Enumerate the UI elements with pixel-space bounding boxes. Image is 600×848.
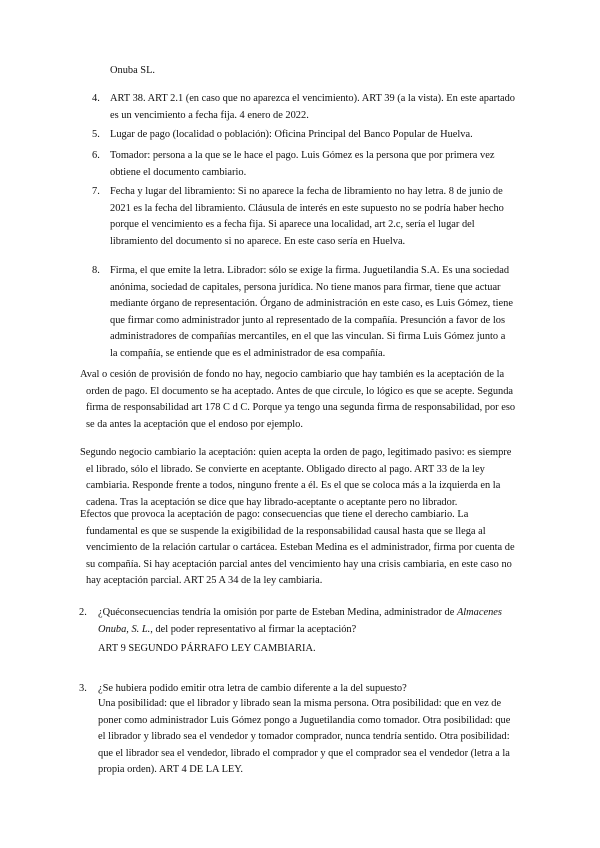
list-number: 7. — [92, 186, 100, 197]
question-text-part: , del poder representativo al firmar la aceptación? — [150, 623, 357, 635]
list-number: 5. — [92, 129, 100, 140]
question-text: ¿Se hubiera podido emitir otra letra de cambio diferente a la del supuesto? — [98, 683, 407, 694]
list-item: Firma, el que emite la letra. Librador: sólo se exige la firma. Juguetilandia S.A. Es una sociedad anónima, sociedad de capitales, persona jurídica. No tiene manos para firmar, tiene que actuar mediante órgano de representación. Órgano de administración en este caso, es Luis Gómez, tiene que firmar como administrador junto al representado de la compañía. Presunción a favor de los administradores de compañías mercantiles, en el que las vinculan. Si firma Luis Gómez junto a la compañía, se entiende que es el administrador de esa compañía. — [110, 265, 513, 359]
list-number: 8. — [92, 265, 100, 276]
list-item: Fecha y lugar del libramiento: Si no aparece la fecha de libramiento no hay letra. 8 de junio de 2021 es la fecha del libramiento. Cláusula de interés en este supuesto no se podría haber hecho porque el vencimiento es a fecha fija. Si aparece una localidad, art 2.c, sería el lugar del libramiento del documento si no aparece. En este caso sería en Huelva. — [110, 186, 504, 247]
aval-paragraph: Aval o cesión de provisión de fondo no hay, negocio cambiario que hay también es la aceptación de la orden de pago. El documento se ha aceptado. Antes de que circule, lo lógico es que se acepte. Segunda firma de responsabilidad art 178 C d C. Porque ya tengo una segunda firma de responsabilidad, por eso se da antes la aceptación que el endoso por ejemplo. — [80, 369, 516, 430]
company-name-italic: Almacenes Onuba, S. L. — [98, 607, 502, 635]
question-text-part: ¿Quéconsecuencias tendría la omisión por parte de Esteban Medina, administrador de — [98, 607, 457, 618]
question-text — [98, 605, 518, 638]
question-number: 2. — [79, 607, 87, 618]
efectos-paragraph: Efectos que provoca la aceptación de pago: consecuencias que tiene el derecho cambiario. La fundamental es que se suspende la exigibilidad de la responsabilidad causal hasta que se llega al vencimiento de la relación cartular o cartácea. Esteban Medina es el administrador, firma por cuenta de su compañía. Si hay aceptación parcial antes del vencimiento hay una crisis cambiaria, en este caso no hay aceptación parcial. ART 25 A 34 de la ley cambiaria. — [80, 509, 515, 587]
list-item: Lugar de pago (localidad o población): Oficina Principal del Banco Popular de Huelva. — [110, 129, 473, 140]
list-number: 6. — [92, 150, 100, 161]
answer-text: Una posibilidad: que el librador y librado sean la misma persona. Otra posibilidad: que en vez de poner como administrador Luis Gómez pongo a Juguetilandia como tomador. Otra posibilidad: que el librador y librado sea el vendedor y tomador comprador, nunca tendría sentido. Otra posibilidad: que el librador sea el vendedor, librado el comprador y que el comprador sea el vendedor (letra a la propia orden). ART 4 DE LA LEY. — [98, 698, 511, 776]
question-number: 3. — [79, 683, 87, 694]
segundo-negocio-paragraph: Segundo negocio cambiario la aceptación: quien acepta la orden de pago, legitimado pasivo: es siempre el librado, sólo el librado. Se convierte en aceptante. Obligado directo al pago. ART 33 de la ley cambiaria. Responde frente a todos, ninguno frente a él. Es el que se coloca más a la izquierda en la cadena. Tras la aceptación se dice que hay librado-aceptante o aceptante pero no librador. — [80, 447, 512, 508]
answer-text: ART 9 SEGUNDO PÁRRAFO LEY CAMBIARIA. — [98, 643, 316, 654]
list-item: Tomador: persona a la que se le hace el pago. Luis Gómez es la persona que por primera vez obtiene el documento cambiario. — [110, 150, 495, 178]
list-item: ART 38. ART 2.1 (en caso que no aparezca el vencimiento). ART 39 (a la vista). En este apartado es un vencimiento a fecha fija. 4 enero de 2022. — [110, 93, 515, 121]
list-number: 4. — [92, 93, 100, 104]
continuation-text: Onuba SL. — [110, 65, 156, 76]
